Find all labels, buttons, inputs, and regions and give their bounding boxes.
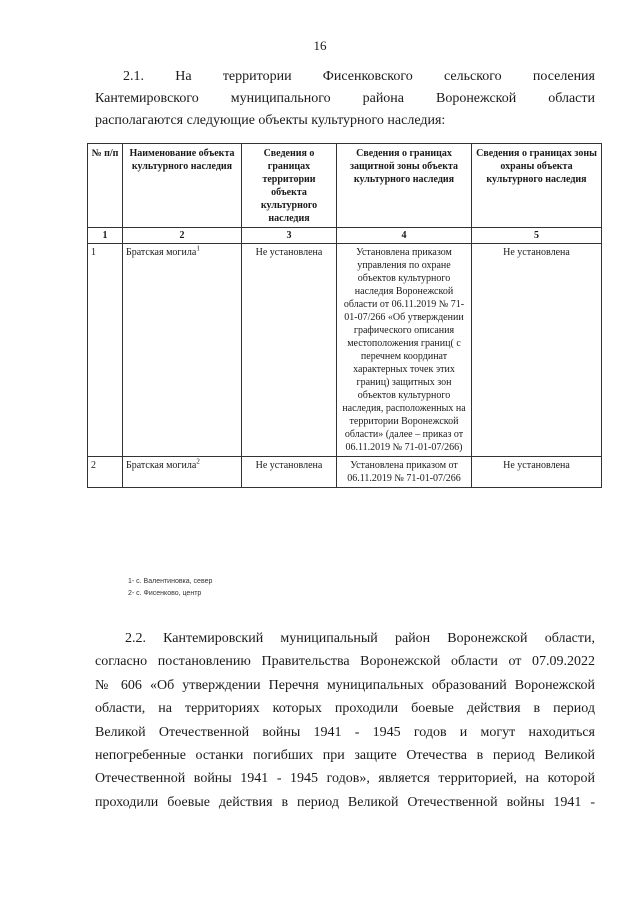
object-name: Братская могила: [126, 460, 197, 471]
footnote-ref: 1: [196, 244, 200, 253]
column-number: 5: [472, 228, 602, 244]
intro-line: Кантемировского муниципального района Воронежской области: [95, 91, 595, 106]
intro-line: располагаются следующие объекты культурного наследия:: [95, 113, 446, 128]
row-number: 2: [88, 457, 123, 488]
object-name-cell: [123, 244, 242, 457]
header-object-name: Наименование объекта культурного наследия: [123, 144, 242, 228]
footnote: 1- с. Валентиновка, север: [128, 578, 213, 585]
column-number-row: [88, 228, 602, 244]
header-number: № п/п: [88, 144, 123, 228]
footnote-ref: 2: [196, 457, 200, 466]
intro-line: 2.1. На территории Фисенковского сельского поселения: [123, 69, 595, 84]
body-line: непогребенные останки погибших при защите Отечества в период Великой: [95, 748, 595, 764]
table-row: [88, 457, 602, 488]
header-protection-zone: Сведения о границах зоны охраны объекта культурного наследия: [472, 144, 602, 228]
column-number: 2: [123, 228, 242, 244]
table-header-row: [88, 144, 602, 228]
footnote: 2- с. Фисенково, центр: [128, 590, 202, 597]
intro-paragraph: [95, 66, 595, 132]
body-line: Отечественной войны 1941 - 1945 годов», является территорией, на которой: [95, 771, 595, 787]
protective-zone-cell: Установлена приказом управления по охране объектов культурного наследия Воронежской области от 06.11.2019 № 71-01-07/266 «Об утверждении графического описания местоположения границ( с перечнем координат характерных точек этих границ) защитных зон объектов культурного наследия, расположенных на территории Воронежской области» (далее – приказ от 06.11.2019 № 71-01-07/266): [337, 244, 472, 457]
column-number: 4: [337, 228, 472, 244]
object-name-cell: [123, 457, 242, 488]
column-number: 1: [88, 228, 123, 244]
protection-zone-cell: Не установлена: [472, 244, 602, 457]
row-number: 1: [88, 244, 123, 457]
body-line: согласно постановлению Правительства Воронежской области от 07.09.2022: [95, 654, 595, 670]
territory-cell: Не установлена: [242, 457, 337, 488]
heritage-table: [87, 143, 602, 488]
body-line: 2.2. Кантемировский муниципальный район Воронежской области,: [125, 631, 595, 646]
protection-zone-cell: Не установлена: [472, 457, 602, 488]
body-line: Великой Отечественной войны 1941 - 1945 годов и могут находиться: [95, 724, 595, 740]
footnotes: [128, 576, 212, 600]
territory-cell: Не установлена: [242, 244, 337, 457]
body-line: проходили боевые действия в период Великой Отечественной войны 1941 -: [95, 794, 595, 810]
body-line: № 606 «Об утверждении Перечня муниципальных образований Воронежской: [95, 677, 595, 693]
body-line: области, на территориях которых проходили боевые действия в период: [95, 701, 595, 717]
protective-zone-cell: Установлена приказом от 06.11.2019 № 71-01-07/266: [337, 457, 472, 488]
column-number: 3: [242, 228, 337, 244]
table-row: [88, 244, 602, 457]
object-name: Братская могила: [126, 247, 197, 258]
page-number: 16: [313, 38, 327, 53]
header-territory: Сведения о границах территории объекта культурного наследия: [242, 144, 337, 228]
header-protective-zone: Сведения о границах защитной зоны объекта культурного наследия: [337, 144, 472, 228]
paragraph-2-2: [95, 627, 595, 814]
